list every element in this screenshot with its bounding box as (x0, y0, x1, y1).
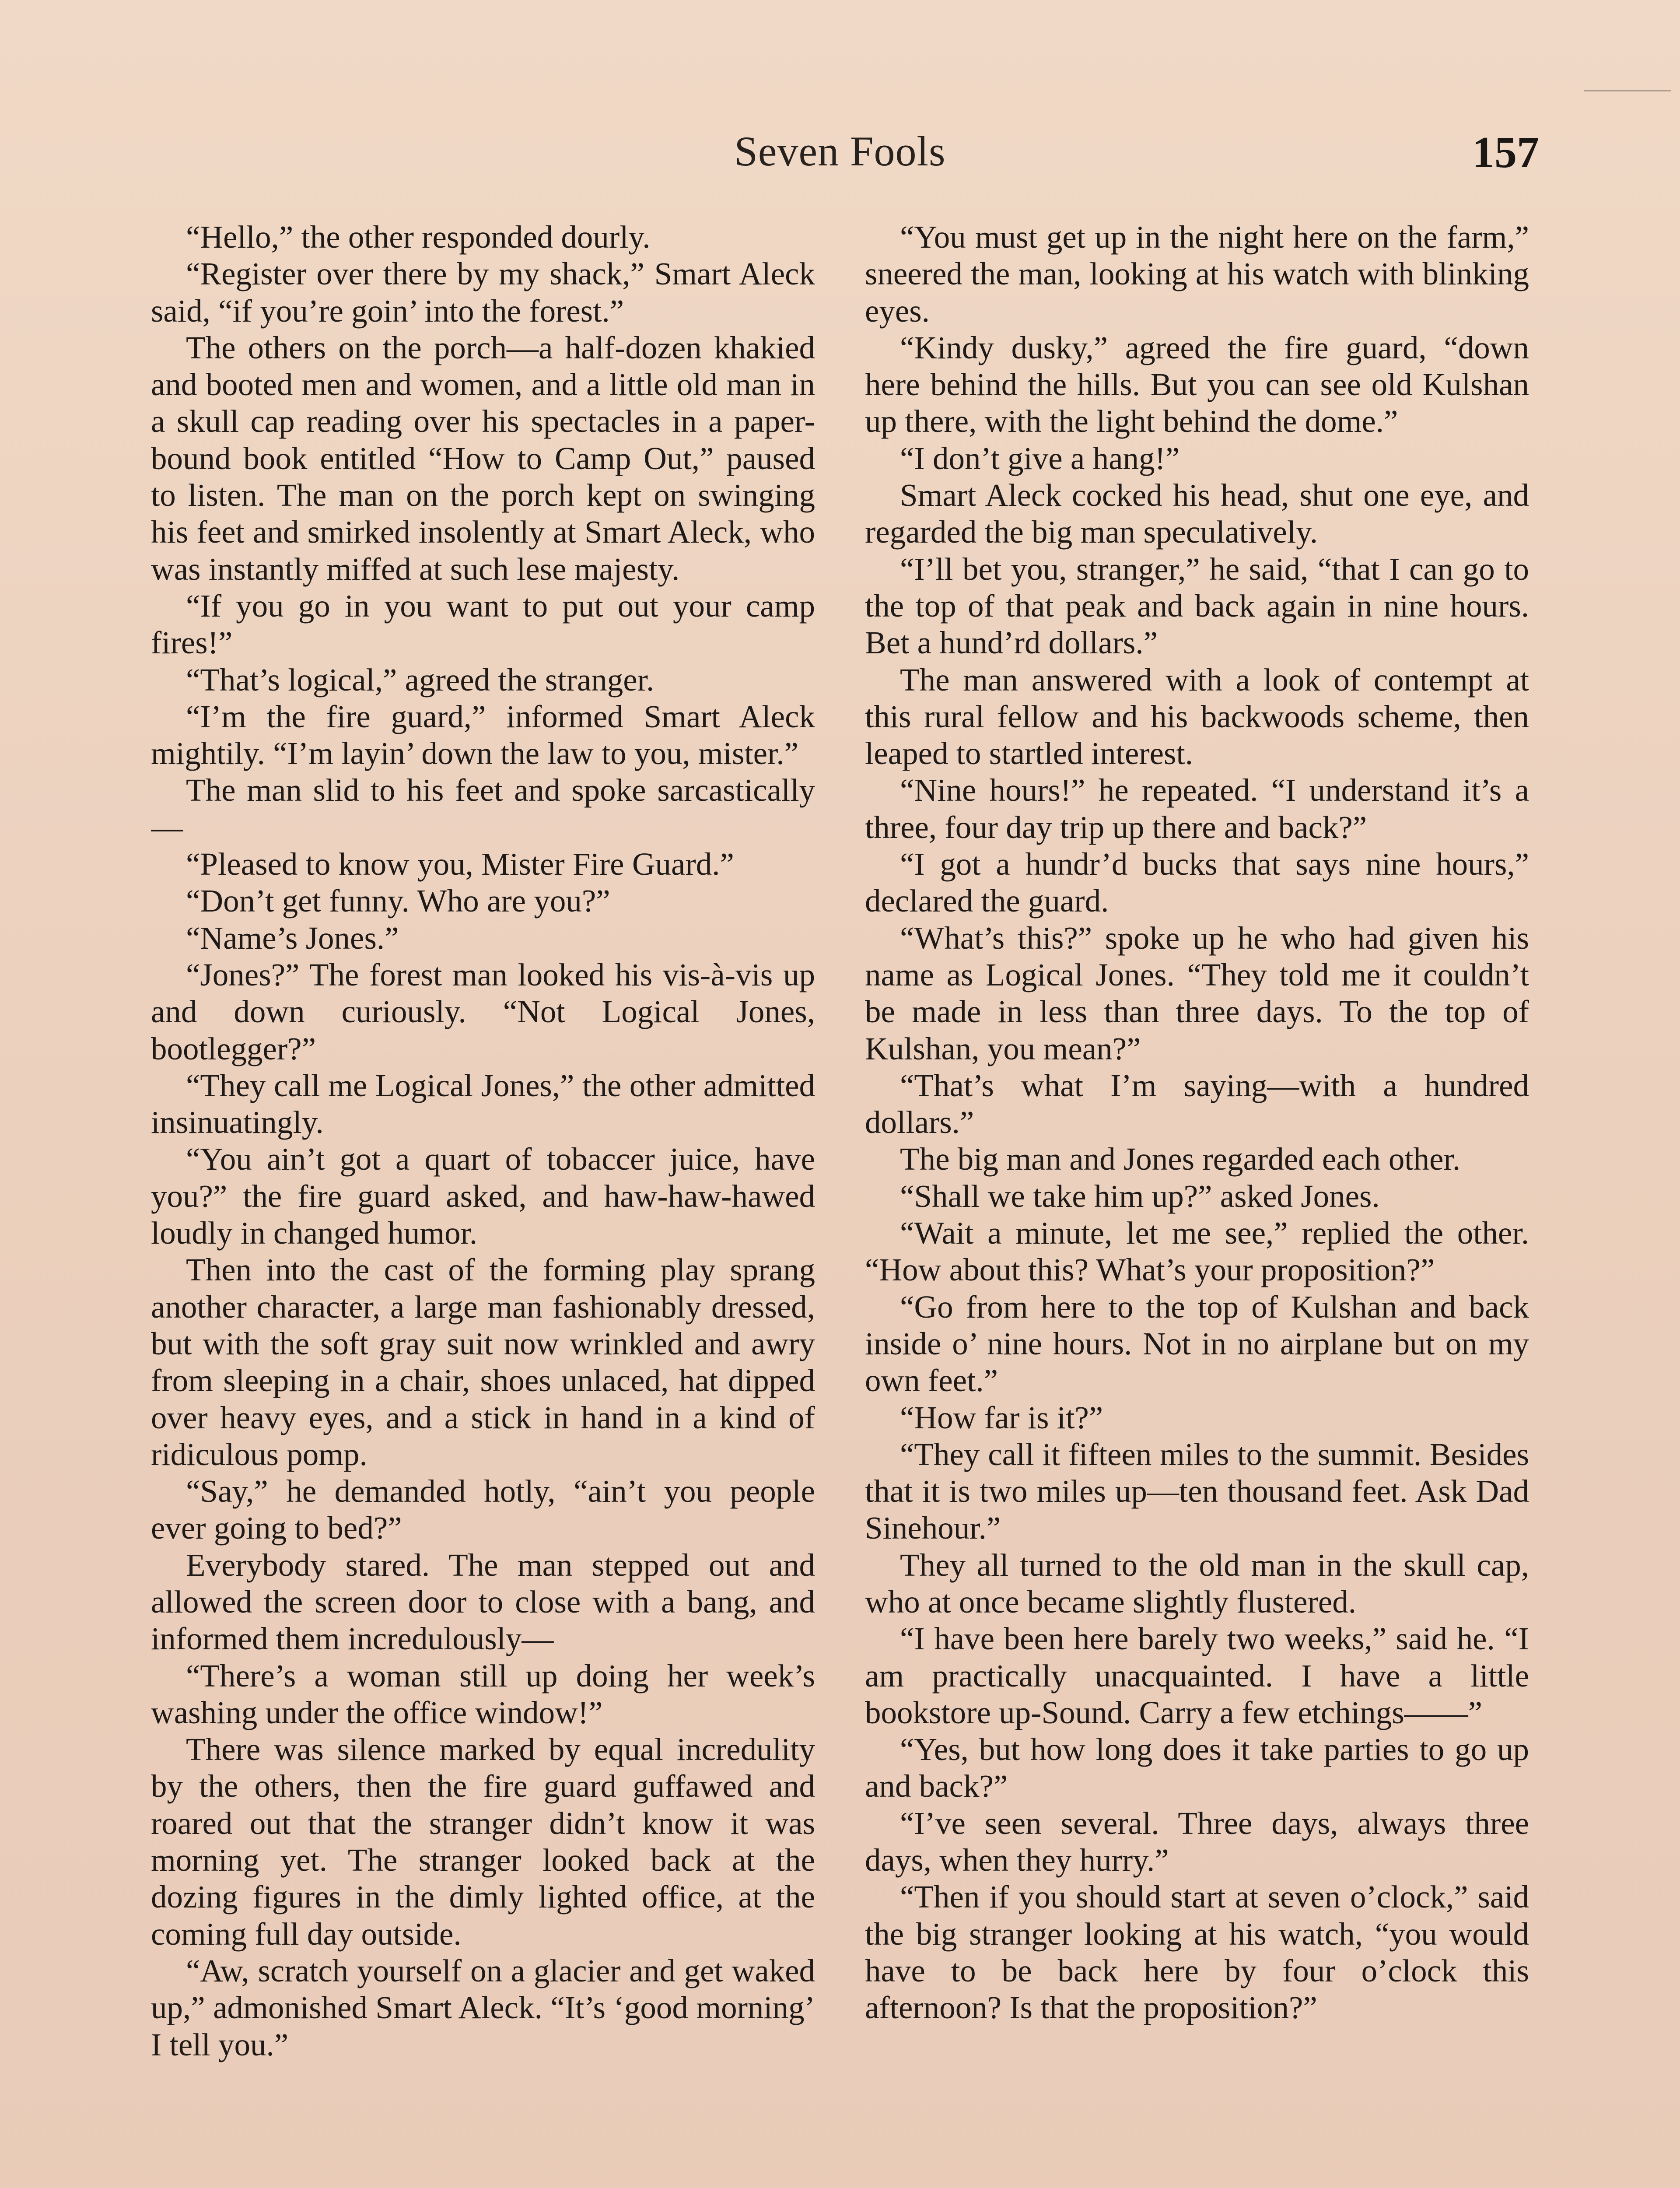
paragraph: “Kindy dusky,” agreed the fire guard, “down here behind the hills. But you can see old Kulshan up there, with the light behind the dome.” (865, 330, 1529, 439)
paragraph: Then into the cast of the forming play sprang another character, a large man fashionably dressed, but with the soft gray suit now wrinkled and awry from sleeping in a chair, shoes unlaced, hat dipped over heavy eyes, and a stick in hand in a kind of ridiculous pomp. (151, 1252, 815, 1472)
paragraph: “I don’t give a hang!” (900, 440, 1180, 476)
paragraph: Everybody stared. The man stepped out and allowed the screen door to close with a bang, and informed them incredulously— (151, 1547, 815, 1657)
paragraph: “Say,” he demanded hotly, “ain’t you people ever going to bed?” (151, 1473, 815, 1546)
paragraph: “I have been here barely two weeks,” said he. “I am practically unacquainted. I have a little bookstore up-Sound. Carry a few etchings——” (865, 1621, 1529, 1730)
paragraph: “Wait a minute, let me see,” replied the other. “How about this? What’s your proposition?” (865, 1215, 1529, 1288)
paragraph: “That’s what I’m saying—with a hundred dollars.” (865, 1067, 1529, 1140)
paragraph: “They call me Logical Jones,” the other admitted insinuatingly. (151, 1067, 815, 1140)
paragraph: “You must get up in the night here on the farm,” sneered the man, looking at his watch with blinking eyes. (865, 219, 1529, 329)
paragraph: “Go from here to the top of Kulshan and back inside o’ nine hours. Not in no airplane but on my own feet.” (865, 1289, 1529, 1399)
paragraph: “You ain’t got a quart of tobaccer juice, have you?” the fire guard asked, and haw-haw-hawed loudly in changed humor. (151, 1141, 815, 1251)
paragraph: “Shall we take him up?” asked Jones. (900, 1178, 1380, 1214)
running-title: Seven Fools (734, 128, 946, 175)
top-edge-rule (1584, 90, 1671, 91)
right-column (865, 219, 1529, 2188)
paragraph: “Name’s Jones.” (186, 920, 399, 956)
paragraph: “Nine hours!” he repeated. “I understand it’s a three, four day trip up there and back?” (865, 772, 1529, 845)
paragraph: “If you go in you want to put out your camp fires!” (151, 588, 815, 661)
paragraph: There was silence marked by equal incredulity by the others, then the fire guard guffawed and roared out that the stranger didn’t know it was morning yet. The stranger looked back at the dozing figures in the dimly lighted office, at the coming full day outside. (151, 1732, 815, 1952)
paragraph: “That’s logical,” agreed the stranger. (186, 662, 654, 698)
paragraph: “Register over there by my shack,” Smart Aleck said, “if you’re goin’ into the forest.” (151, 256, 815, 329)
paragraph: “What’s this?” spoke up he who had given his name as Logical Jones. “They told me it couldn’t be made in less than three days. To the top of Kulshan, you mean?” (865, 920, 1529, 1066)
paragraph: They all turned to the old man in the skull cap, who at once became slightly flustered. (865, 1547, 1529, 1620)
paragraph: “There’s a woman still up doing her week’s washing under the office window!” (151, 1658, 815, 1730)
paragraph: “They call it fifteen miles to the summit. Besides that it is two miles up—ten thousand feet. Ask Dad Sinehour.” (865, 1436, 1529, 1546)
paragraph: “Jones?” The forest man looked his vis-à-vis up and down curiously. “Not Logical Jones, bootlegger?” (151, 957, 815, 1066)
paragraph: The others on the porch—a half-dozen khakied and booted men and women, and a little old man in a skull cap reading over his spectacles in a paper-bound book entitled “How to Camp Out,” paused to listen. The man on the porch kept on swinging his feet and smirked insolently at Smart Aleck, who was instantly miffed at such lese majesty. (151, 330, 815, 587)
paragraph: “Hello,” the other responded dourly. (186, 219, 651, 255)
paragraph: The man slid to his feet and spoke sarcastically— (151, 772, 815, 845)
paragraph: “Yes, but how long does it take parties to go up and back?” (865, 1732, 1529, 1804)
paragraph: “Then if you should start at seven o’clock,” said the big stranger looking at his watch, “you would have to be back here by four o’clock this afternoon? Is that the proposition?” (865, 1879, 1529, 2026)
paragraph: “How far is it?” (900, 1399, 1103, 1435)
paragraph: “Aw, scratch yourself on a glacier and get waked up,” admonished Smart Aleck. “It’s ‘good morning’ I tell you.” (151, 1953, 815, 2062)
paragraph: “I got a hundr’d bucks that says nine hours,” declared the guard. (865, 846, 1529, 919)
paragraph: The man answered with a look of contempt at this rural fellow and his backwoods scheme, then leaped to startled interest. (865, 662, 1529, 771)
paragraph: Smart Aleck cocked his head, shut one eye, and regarded the big man speculatively. (865, 477, 1529, 550)
paragraph: “I’ll bet you, stranger,” he said, “that I can go to the top of that peak and back again in nine hours. Bet a hund’rd dollars.” (865, 551, 1529, 661)
paragraph: “I’ve seen several. Three days, always three days, when they hurry.” (865, 1805, 1529, 1878)
page-header (0, 127, 1680, 184)
page-number: 157 (1472, 128, 1539, 177)
text-columns (151, 219, 1529, 2188)
paragraph: The big man and Jones regarded each other. (900, 1141, 1461, 1177)
paragraph: “Don’t get funny. Who are you?” (186, 883, 610, 919)
paragraph: “Pleased to know you, Mister Fire Guard.” (186, 846, 734, 882)
paragraph: “I’m the fire guard,” informed Smart Aleck mightily. “I’m layin’ down the law to you, mister.” (151, 698, 815, 771)
left-column (151, 219, 815, 2188)
